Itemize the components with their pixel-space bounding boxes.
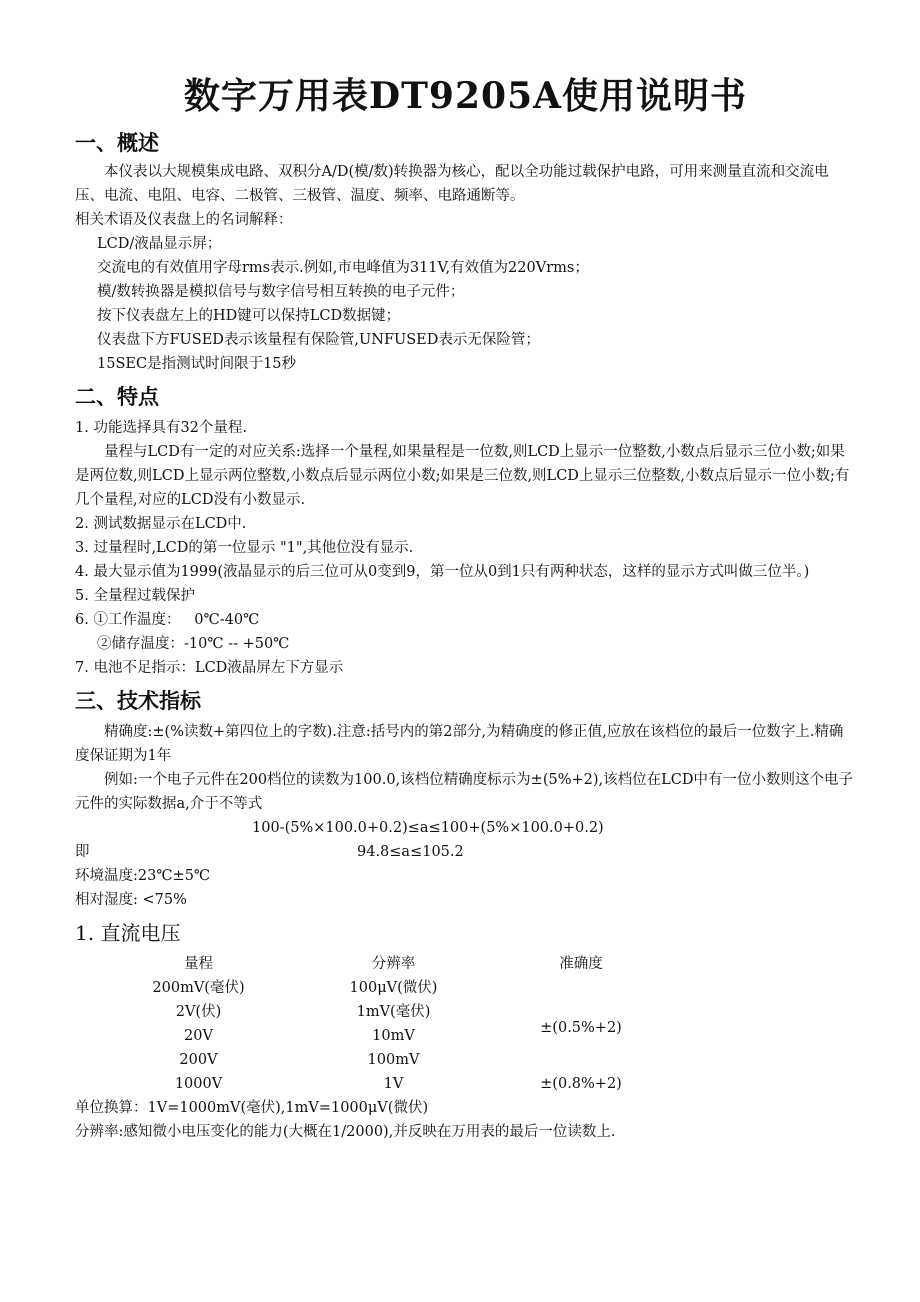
range-cell: 200mV(毫伏) (152, 980, 245, 996)
section-heading-overview: 一、概述 (75, 131, 159, 155)
table-header-row (101, 952, 671, 976)
range-cell: 2V(伏) (175, 1004, 222, 1020)
table-header: 准确度 (559, 956, 603, 972)
term-item: LCD/液晶显示屏； (97, 236, 222, 252)
table-row (101, 1072, 671, 1096)
feature-item-4: 4. 最大显示值为1999(液晶显示的后三位可从0变到9，第一位从0到1只有两种状态，这样的显示方式叫做三位半。) (75, 564, 810, 580)
term-item: 模/数转换器是模拟信号与数字信号相互转换的电子元件； (97, 284, 465, 300)
resolution-cell: 1mV(毫伏) (356, 1004, 431, 1020)
formula-line-2 (75, 840, 856, 864)
overview-paragraph: 本仪表以大规模集成电路、双积分A/D(模/数)转换器为核心，配以全功能过载保护电路，可用来测量直流和交流电压、电流、电阻、电容、二极管、三极管、温度、频率、电路通断等。 (75, 164, 829, 204)
feature-item-1: 1. 功能选择具有32个量程. (75, 420, 248, 436)
dc-voltage-table (101, 952, 671, 1096)
section-heading-specs: 三、技术指标 (75, 689, 201, 713)
inequality-formula: 100-(5%×100.0+0.2)≤a≤100+(5%×100.0+0.2) (252, 820, 604, 836)
term-item: 仪表盘下方FUSED表示该量程有保险管,UNFUSED表示无保险管； (97, 332, 540, 348)
range-cell: 200V (179, 1052, 218, 1068)
accuracy-cell: ±(0.8%+2) (540, 1076, 622, 1092)
relative-humidity: 相对湿度: <75% (75, 892, 187, 908)
ji-label: 即 (75, 844, 90, 860)
feature-item-5: 5. 全量程过载保护 (75, 588, 195, 604)
feature-item-3: 3. 过量程时,LCD的第一位显示 "1",其他位没有显示. (75, 540, 414, 556)
feature-item-7: 7. 电池不足指示：LCD液晶屏左下方显示 (75, 660, 344, 676)
subsection-heading-dc-voltage: 1. 直流电压 (75, 921, 181, 945)
resolution-cell: 10mV (372, 1028, 415, 1044)
accuracy-paragraph: 精确度:±(%读数+第四位上的字数).注意:括号内的第2部分,为精确度的修正值,应放在该档位的最后一位数字上.精确度保证期为1年 (75, 724, 844, 764)
result-formula: 94.8≤a≤105.2 (357, 844, 464, 860)
env-temperature: 环境温度:23℃±5℃ (75, 868, 211, 884)
resolution-cell: 1V (383, 1076, 404, 1092)
table-header: 分辨率 (371, 956, 416, 972)
feature-item-2: 2. 测试数据显示在LCD中. (75, 516, 247, 532)
term-item: 交流电的有效值用字母rms表示.例如,市电峰值为311V,有效值为220Vrms； (97, 260, 589, 276)
unit-conversion-note: 单位换算：1V=1000mV(毫伏),1mV=1000μV(微伏) (75, 1100, 429, 1116)
formula-line-1 (75, 816, 856, 840)
resolution-note: 分辨率:感知微小电压变化的能力(大概在1/2000),并反映在万用表的最后一位读数上. (75, 1124, 616, 1140)
feature-item-6a: 6. ①工作温度： 0℃-40℃ (75, 612, 260, 628)
feature-item-1-detail: 量程与LCD有一定的对应关系:选择一个量程,如果量程是一位数,则LCD上显示一位整数,小数点后显示三位小数;如果是两位数,则LCD上显示两位整数,小数点后显示两位小数;如果是三位数,则LCD上显示三位整数,小数点后显示一位小数;有几个量程,对应的LCD没有小数显示. (75, 444, 850, 508)
example-paragraph: 例如:一个电子元件在200档位的读数为100.0,该档位精确度标示为±(5%+2),该档位在LCD中有一位小数则这个电子元件的实际数据a,介于不等式 (75, 772, 853, 812)
range-cell: 1000V (174, 1076, 223, 1092)
accuracy-cell: ±(0.5%+2) (540, 1020, 622, 1036)
range-cell: 20V (184, 1028, 213, 1044)
term-item: 按下仪表盘左上的HD键可以保持LCD数据键； (97, 308, 401, 324)
terms-intro: 相关术语及仪表盘上的名词解释： (75, 212, 293, 228)
page-title: 数字万用表DT9205A使用说明书 (183, 75, 748, 117)
table-row (101, 976, 671, 1000)
table-header: 量程 (184, 956, 213, 972)
feature-item-6b: ②储存温度：-10℃ -- +50℃ (97, 636, 290, 652)
term-item: 15SEC是指测试时间限于15秒 (97, 356, 297, 372)
resolution-cell: 100mV (367, 1052, 420, 1068)
resolution-cell: 100μV(微伏) (349, 980, 438, 996)
section-heading-features: 二、特点 (75, 385, 159, 409)
